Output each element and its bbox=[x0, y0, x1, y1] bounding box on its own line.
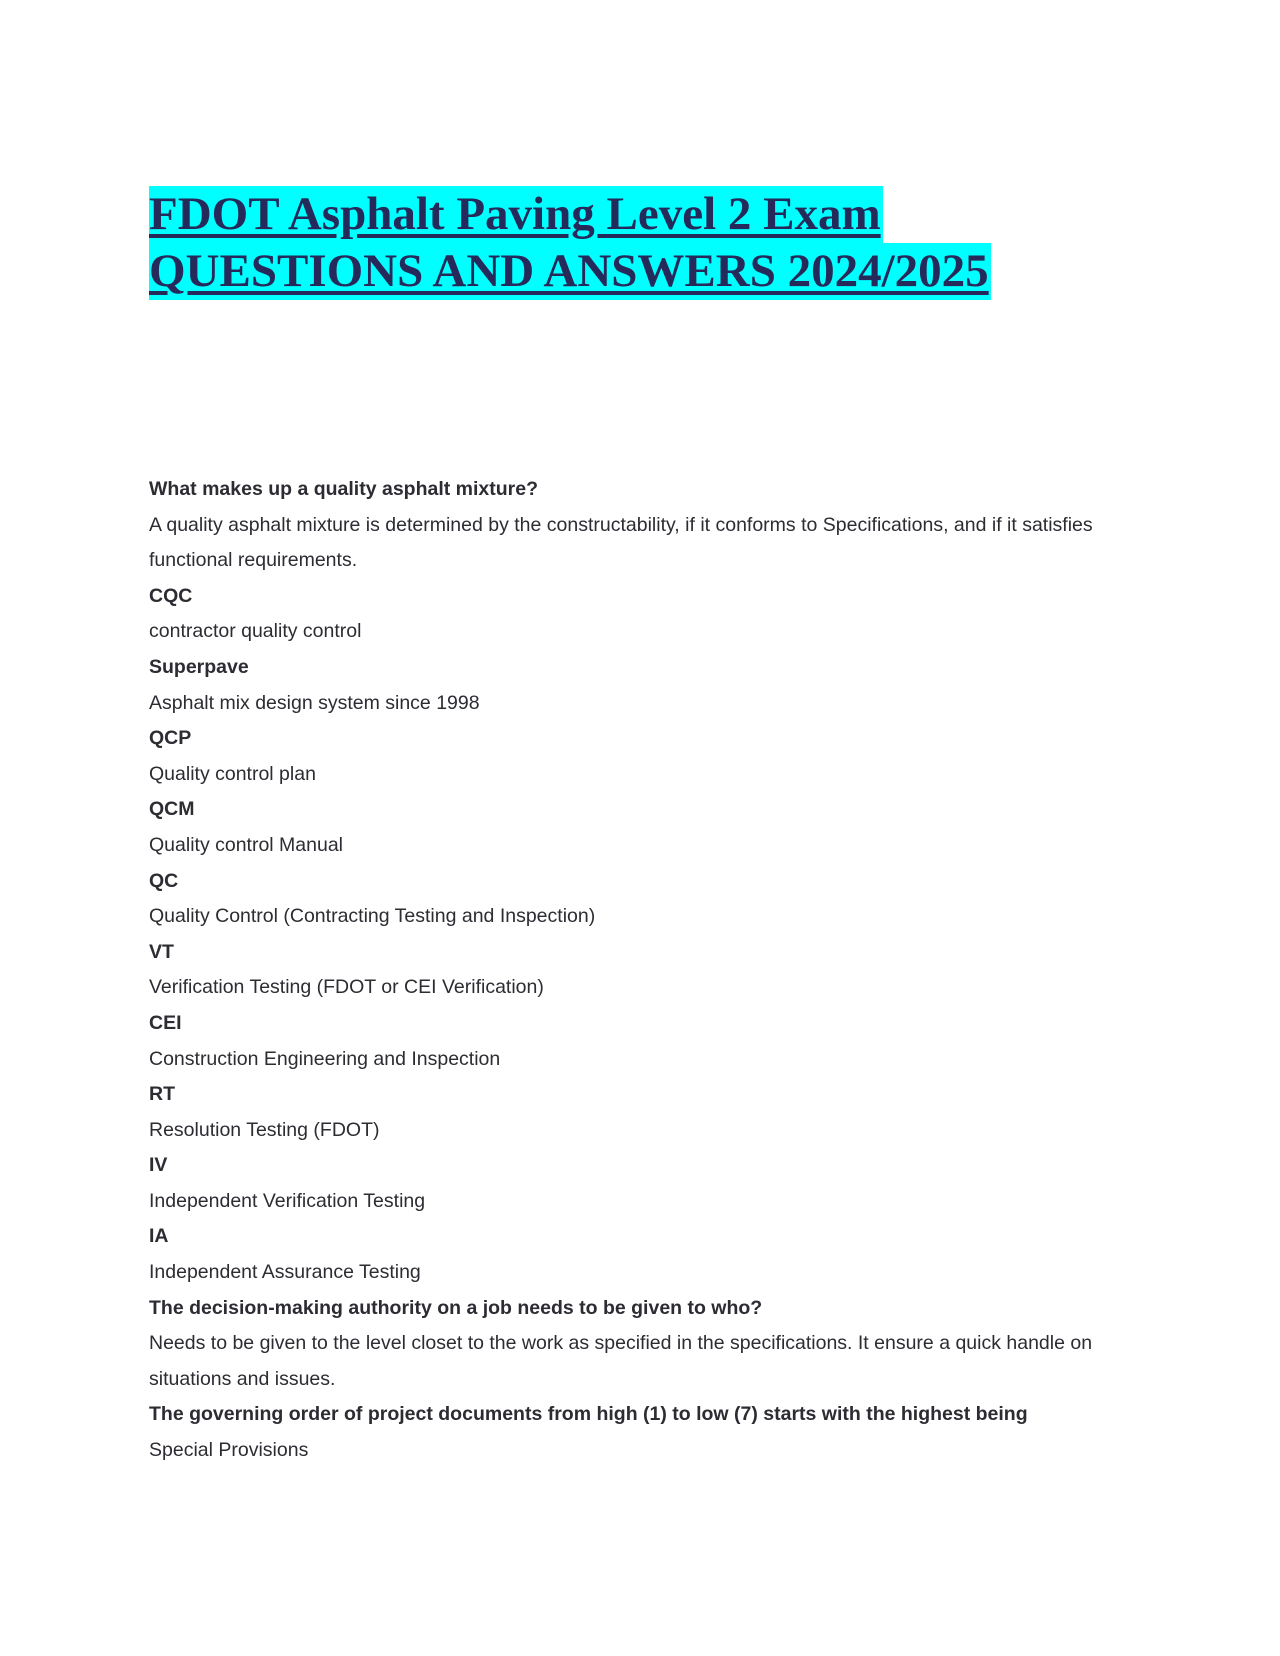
answer-definition: Construction Engineering and Inspection bbox=[149, 1047, 501, 1070]
title-line-1[interactable]: FDOT Asphalt Paving Level 2 Exam bbox=[149, 186, 883, 243]
answer-definition: Independent Verification Testing bbox=[149, 1189, 426, 1212]
answer-definition: Asphalt mix design system since 1998 bbox=[149, 691, 480, 714]
answer-definition: Verification Testing (FDOT or CEI Verification) bbox=[149, 976, 544, 999]
answer-definition: Quality control plan bbox=[149, 762, 316, 785]
answer-definition: Resolution Testing (FDOT) bbox=[149, 1118, 380, 1141]
question-term: The governing order of project documents from high (1) to low (7) starts with the highest being bbox=[149, 1403, 1028, 1426]
question-term: Superpave bbox=[149, 655, 249, 678]
question-term: CQC bbox=[149, 584, 193, 607]
document-title bbox=[149, 186, 991, 300]
question-term: IA bbox=[149, 1225, 169, 1248]
qa-list bbox=[149, 472, 1109, 1469]
question-term: QC bbox=[149, 869, 179, 892]
question-term: The decision-making authority on a job needs to be given to who? bbox=[149, 1296, 763, 1319]
question-term: CEI bbox=[149, 1011, 182, 1034]
question-term: IV bbox=[149, 1154, 168, 1177]
question-term: What makes up a quality asphalt mixture? bbox=[149, 478, 539, 500]
question-term: QCM bbox=[149, 798, 195, 821]
answer-definition: A quality asphalt mixture is determined by the constructability, if it conforms to Specifications, and if it satisfies functional requirements. bbox=[149, 513, 1093, 572]
question-term: RT bbox=[149, 1083, 175, 1106]
answer-definition: Quality control Manual bbox=[149, 833, 344, 856]
answer-definition: Special Provisions bbox=[149, 1439, 309, 1462]
answer-definition: Needs to be given to the level closet to the work as specified in the specifications. It ensure a quick handle on situations and issues. bbox=[149, 1332, 1093, 1390]
answer-definition: Quality Control (Contracting Testing and Inspection) bbox=[149, 905, 596, 928]
title-line-2[interactable]: QUESTIONS AND ANSWERS 2024/2025 bbox=[149, 243, 991, 300]
answer-definition: Independent Assurance Testing bbox=[149, 1261, 421, 1284]
answer-definition: contractor quality control bbox=[149, 620, 362, 643]
question-term: VT bbox=[149, 940, 174, 963]
question-term: QCP bbox=[149, 727, 192, 750]
